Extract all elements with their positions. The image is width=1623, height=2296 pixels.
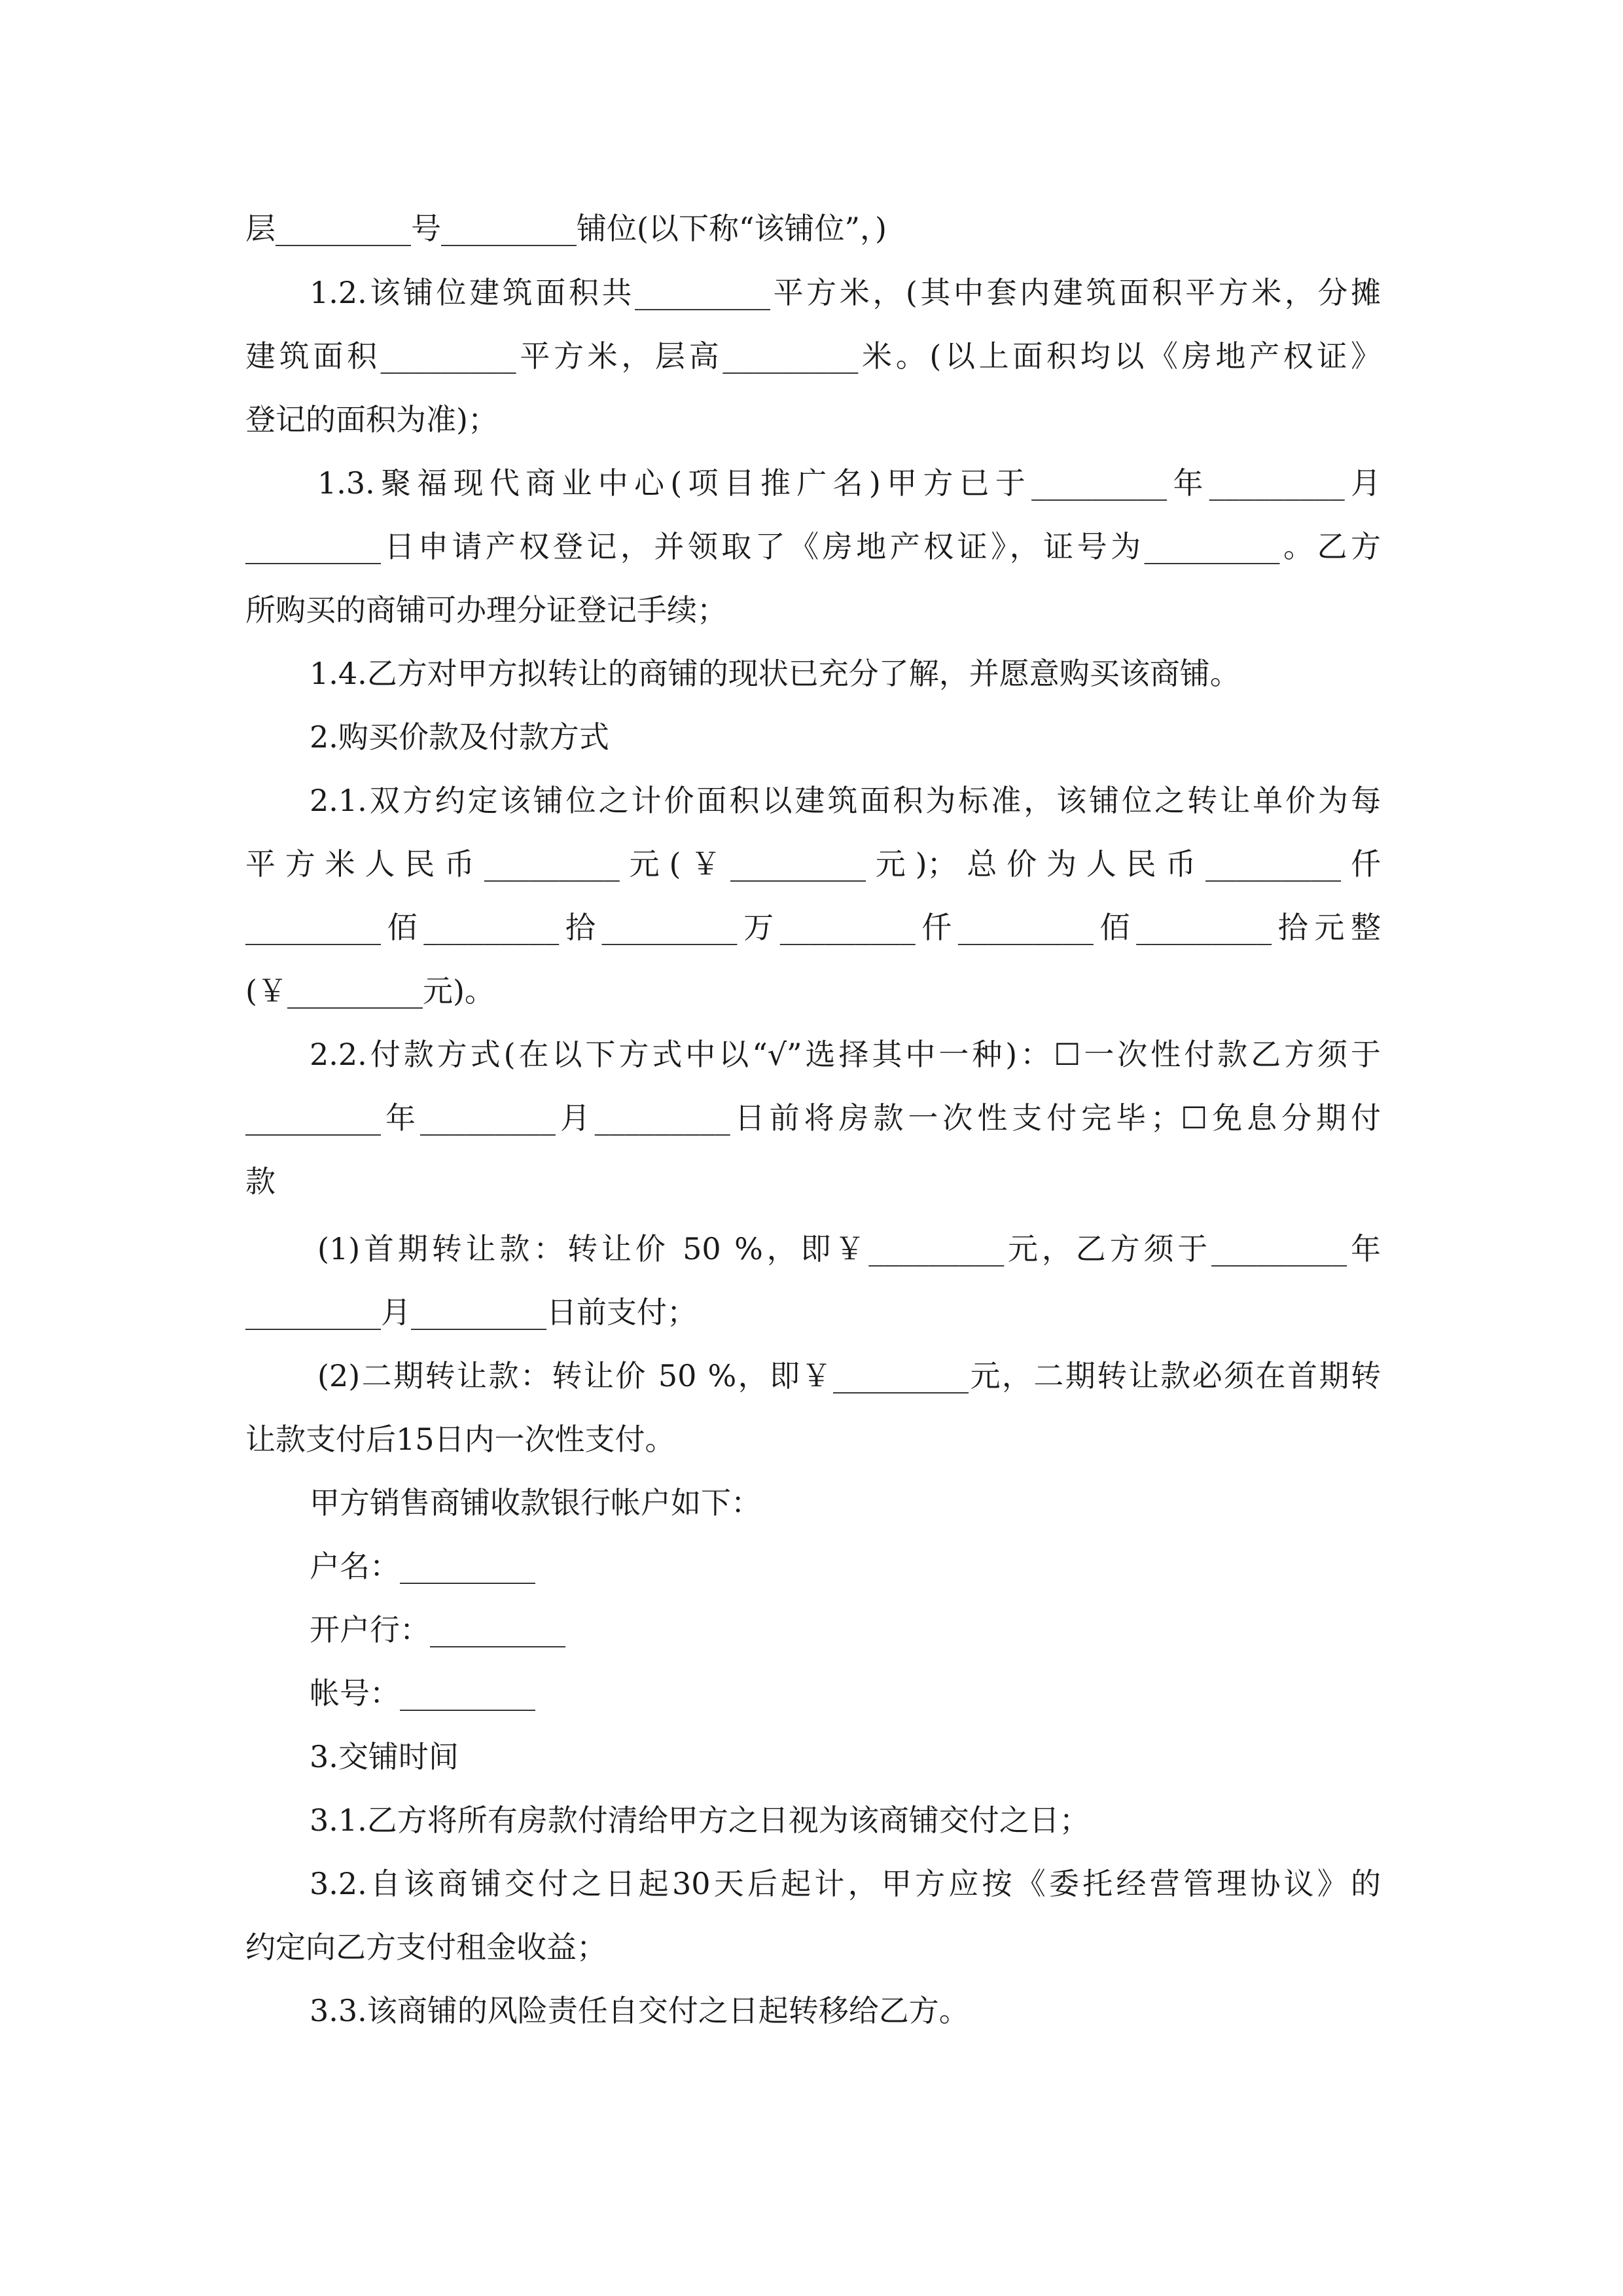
text-line: (￥_________元)。 xyxy=(245,973,495,1009)
text-line: 建筑面积_________平方米，层高_________米。(以上面积均以《房地产权证》 xyxy=(245,338,1381,374)
text-line: 1.2.该铺位建筑面积共_________平方米，(其中套内建筑面积平方米，分摊 xyxy=(310,275,1381,310)
text-line: 让款支付后15日内一次性支付。 xyxy=(245,1422,675,1457)
text-line: 3.1.乙方将所有房款付清给甲方之日视为该商铺交付之日； xyxy=(310,1803,1090,1838)
text-line: 1.3.聚福现代商业中心(项目推广名)甲方已于_________年_________月 xyxy=(317,465,1381,501)
text-line: 款 xyxy=(245,1164,276,1199)
section-heading: 2.购买价款及付款方式 xyxy=(310,719,609,755)
bank-account-number: 帐号：_________ xyxy=(310,1676,535,1711)
text-line: _________日申请产权登记，并领取了《房地产权证》，证号为_________。乙方 xyxy=(245,529,1381,564)
text-line: 2.1.双方约定该铺位之计价面积以建筑面积为标准，该铺位之转让单价为每 xyxy=(310,783,1381,818)
section-heading: 3.交铺时间 xyxy=(310,1739,459,1774)
text-line: 2.2.付款方式(在以下方式中以“√”选择其中一种)：☐一次性付款乙方须于 xyxy=(310,1037,1381,1072)
text-line: _________月_________日前支付； xyxy=(245,1295,697,1330)
text-line: 3.3.该商铺的风险责任自交付之日起转移给乙方。 xyxy=(310,1993,969,2028)
text-line: (2)二期转让款：转让价 50 %，即￥_________元，二期转让款必须在首期转 xyxy=(317,1358,1381,1393)
text-line: _________佰_________拾_________万_________仟_________佰_________拾元整 xyxy=(245,910,1381,945)
text-line: 层_________号_________铺位(以下称“该铺位”，) xyxy=(245,211,887,246)
bank-account-name: 户名：_________ xyxy=(310,1549,535,1584)
text-line: (1)首期转让款：转让价 50 %，即￥_________元，乙方须于_________年 xyxy=(317,1231,1381,1266)
text-line: 所购买的商铺可办理分证登记手续； xyxy=(245,592,727,628)
bank-branch: 开户行：_________ xyxy=(310,1612,565,1647)
text-line: 甲方销售商铺收款银行帐户如下： xyxy=(310,1485,761,1520)
text-line: 平方米人民币_________元(￥_________元)；总价为人民币_________仟 xyxy=(245,846,1381,882)
text-line: _________年_________月_________日前将房款一次性支付完毕；☐免息分期付 xyxy=(245,1100,1381,1136)
text-line: 约定向乙方支付租金收益； xyxy=(245,1929,607,1965)
text-line: 登记的面积为准)； xyxy=(245,402,498,437)
text-line: 3.2.自该商铺交付之日起30天后起计，甲方应按《委托经营管理协议》的 xyxy=(310,1866,1381,1901)
text-line: 1.4.乙方对甲方拟转让的商铺的现状已充分了解，并愿意购买该商铺。 xyxy=(310,656,1240,691)
